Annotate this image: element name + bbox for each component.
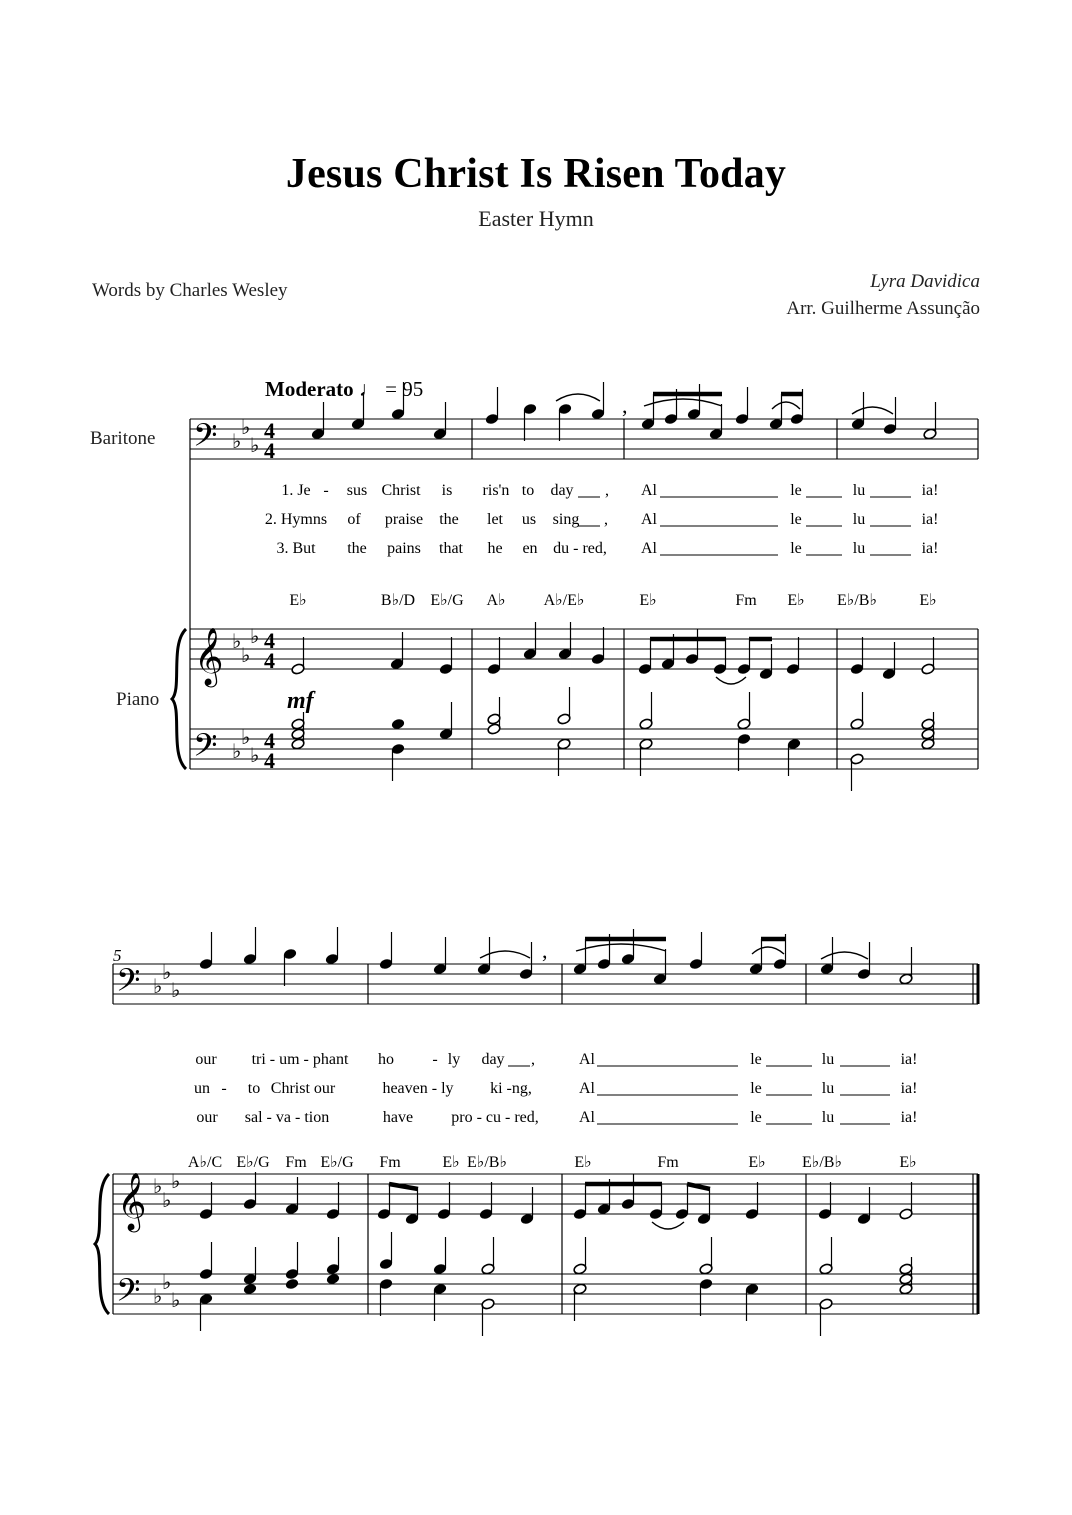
lyric-syllable: Al	[579, 1080, 595, 1097]
chord-symbol: Fm	[285, 1154, 307, 1171]
chord-symbol: B♭/D	[380, 592, 416, 609]
time-signature-bottom: 4	[264, 438, 275, 463]
lyric-syllable: ,	[604, 511, 608, 528]
lyric-syllable: day	[550, 482, 574, 499]
slur	[821, 952, 868, 959]
lyric-syllable: Al	[579, 1109, 595, 1126]
chord-symbol: E♭	[574, 1154, 592, 1171]
lyric-syllable: lu	[852, 540, 866, 557]
baritone-label: Baritone	[90, 428, 156, 449]
lyric-syllable: du - red,	[553, 540, 607, 557]
lyric-syllable: heaven - ly	[382, 1080, 454, 1097]
measure-number: 5	[113, 946, 122, 965]
lyric-syllable: is	[441, 482, 453, 499]
chord-symbol: E♭	[289, 592, 307, 609]
lyric-syllable: le	[750, 1080, 762, 1097]
chord-symbol: Fm	[735, 592, 757, 609]
lyric-syllable: lu	[821, 1080, 835, 1097]
note-beam	[389, 1184, 418, 1189]
lyric-syllable: our	[196, 1109, 218, 1126]
flat-icon: ♭	[162, 1272, 172, 1294]
lyric-syllable: Christ our	[270, 1080, 336, 1097]
lyric-syllable: ia!	[900, 1080, 918, 1097]
piano-label: Piano	[116, 689, 160, 710]
lyric-syllable: le	[750, 1051, 762, 1068]
lyric-syllable: to	[247, 1080, 261, 1097]
flat-icon: ♭	[162, 1190, 172, 1212]
lyric-syllable: ia!	[921, 540, 939, 557]
breath-mark: ,	[622, 393, 628, 418]
lyric-syllable: that	[439, 540, 463, 557]
bass-clef-icon: 𝄢	[193, 729, 218, 771]
flat-icon: ♭	[162, 962, 172, 984]
flat-icon: ♭	[241, 645, 251, 667]
lyric-syllable: sing	[552, 511, 580, 528]
flat-icon: ♭	[250, 745, 260, 767]
lyric-syllable: Al	[641, 540, 657, 557]
flat-icon: ♭	[232, 741, 242, 763]
chord-symbol: E♭/G	[430, 592, 464, 609]
lyric-syllable: let	[487, 511, 503, 528]
treble-clef-icon: 𝄞	[117, 1173, 147, 1229]
lyric-syllable: le	[790, 482, 802, 499]
slur	[576, 944, 666, 951]
flat-icon: ♭	[171, 1290, 181, 1312]
flat-icon: ♭	[232, 431, 242, 453]
arranger-name: Arr. Guilherme Assunção	[786, 298, 980, 319]
lyric-syllable: 1. Je	[281, 482, 311, 499]
treble-clef-icon: 𝄞	[194, 628, 224, 684]
slur	[716, 677, 746, 684]
lyric-syllable: he	[487, 540, 503, 557]
chord-symbol: Fm	[657, 1154, 679, 1171]
lyric-syllable: Al	[579, 1051, 595, 1068]
lyric-syllable: lu	[852, 511, 866, 528]
chord-symbol: E♭	[748, 1154, 766, 1171]
piano-brace	[172, 629, 186, 769]
lyric-syllable: pains	[387, 540, 421, 557]
dynamic-marking: mf	[287, 688, 314, 714]
flat-icon: ♭	[153, 976, 163, 998]
chord-symbol: E♭	[442, 1154, 460, 1171]
lyric-syllable: ia!	[921, 511, 939, 528]
bass-clef-icon: 𝄢	[116, 964, 141, 1006]
chord-symbol: A♭	[486, 592, 506, 609]
lyric-syllable: sus	[346, 482, 368, 499]
slur	[852, 407, 893, 414]
lyric-syllable: the	[347, 540, 367, 557]
chord-symbol: E♭	[787, 592, 805, 609]
flat-icon: ♭	[250, 626, 260, 648]
lyric-syllable: tri - um - phant	[251, 1051, 349, 1068]
chord-symbol: A♭/E♭	[543, 592, 585, 609]
time-signature-top: 4	[264, 628, 275, 653]
lyric-syllable: lu	[852, 482, 866, 499]
slur	[644, 399, 722, 406]
lyric-syllable: le	[790, 511, 802, 528]
lyric-syllable: have	[382, 1109, 414, 1126]
lyric-syllable: of	[347, 511, 361, 528]
chord-symbol: E♭	[919, 592, 937, 609]
note-head	[243, 1283, 257, 1295]
note-head	[285, 1278, 299, 1290]
page-subtitle: Easter Hymn	[478, 206, 594, 231]
tempo-bpm: = 95	[385, 377, 424, 401]
slur	[556, 394, 600, 401]
lyric-syllable: lu	[821, 1109, 835, 1126]
lyric-syllable: un	[194, 1080, 210, 1097]
note-head	[391, 718, 405, 730]
bass-clef-icon: 𝄢	[116, 1274, 141, 1316]
time-signature-bottom: 4	[264, 648, 275, 673]
lyric-syllable: -	[432, 1051, 438, 1068]
lyric-syllable: praise	[384, 511, 424, 528]
lyric-syllable: ris'n	[482, 482, 510, 499]
flat-icon: ♭	[232, 631, 242, 653]
chord-symbol: E♭/B♭	[802, 1154, 842, 1171]
slur	[752, 947, 784, 954]
lyric-syllable: day	[481, 1051, 505, 1068]
piano-brace	[95, 1174, 109, 1314]
lyric-syllable: us	[521, 511, 537, 528]
flat-icon: ♭	[250, 435, 260, 457]
lyric-syllable: Christ	[381, 482, 421, 499]
quarter-note-icon: ♩	[358, 377, 380, 401]
lyric-syllable: the	[439, 511, 459, 528]
lyric-syllable: -	[323, 482, 329, 499]
lyric-syllable: ki -ng,	[490, 1080, 532, 1097]
flat-icon: ♭	[153, 1176, 163, 1198]
lyric-syllable: Al	[641, 482, 657, 499]
lyric-syllable: ly	[447, 1051, 461, 1068]
flat-icon: ♭	[171, 1171, 181, 1193]
flat-icon: ♭	[171, 980, 181, 1002]
chord-symbol: E♭/B♭	[837, 592, 877, 609]
lyric-syllable: le	[750, 1109, 762, 1126]
flat-icon: ♭	[241, 417, 251, 439]
chord-symbol: E♭	[899, 1154, 917, 1171]
lyric-syllable: sal - va - tion	[244, 1109, 330, 1126]
lyric-syllable: to	[521, 482, 535, 499]
lyric-syllable: le	[790, 540, 802, 557]
lyric-syllable: Al	[641, 511, 657, 528]
lyric-syllable: lu	[821, 1051, 835, 1068]
chord-symbol: A♭/C	[187, 1154, 223, 1171]
lyric-syllable: ia!	[921, 482, 939, 499]
lyric-syllable: en	[522, 540, 538, 557]
chord-symbol: E♭/B♭	[467, 1154, 507, 1171]
lyric-syllable: ,	[605, 482, 609, 499]
lyric-syllable: ia!	[900, 1051, 918, 1068]
chord-symbol: E♭/G	[320, 1154, 354, 1171]
chord-symbol: E♭	[639, 592, 657, 609]
slur	[772, 402, 800, 409]
slur	[480, 951, 530, 958]
tempo-text: Moderato	[265, 377, 354, 401]
time-signature-top: 4	[264, 728, 275, 753]
flat-icon: ♭	[153, 1286, 163, 1308]
tune-name: Lyra Davidica	[870, 271, 980, 292]
lyric-syllable: ho	[378, 1051, 394, 1068]
lyric-syllable: ia!	[900, 1109, 918, 1126]
lyric-syllable: pro - cu - red,	[451, 1109, 539, 1126]
lyric-syllable: 3. But	[276, 540, 316, 557]
lyricist-credit: Words by Charles Wesley	[92, 280, 288, 301]
slur	[652, 1222, 684, 1229]
time-signature-bottom: 4	[264, 748, 275, 773]
note-beam	[687, 1184, 710, 1189]
breath-mark: ,	[542, 938, 548, 963]
time-signature-top: 4	[264, 418, 275, 443]
chord-symbol: Fm	[379, 1154, 401, 1171]
lyric-syllable: 2. Hymns	[264, 511, 328, 528]
note-head	[326, 1273, 340, 1285]
flat-icon: ♭	[241, 727, 251, 749]
lyric-syllable: ,	[531, 1051, 535, 1068]
lyric-syllable: our	[195, 1051, 217, 1068]
chord-symbol: E♭/G	[236, 1154, 270, 1171]
lyric-syllable: -	[221, 1080, 227, 1097]
bass-clef-icon: 𝄢	[193, 419, 218, 461]
page-title: Jesus Christ Is Risen Today	[285, 151, 787, 197]
